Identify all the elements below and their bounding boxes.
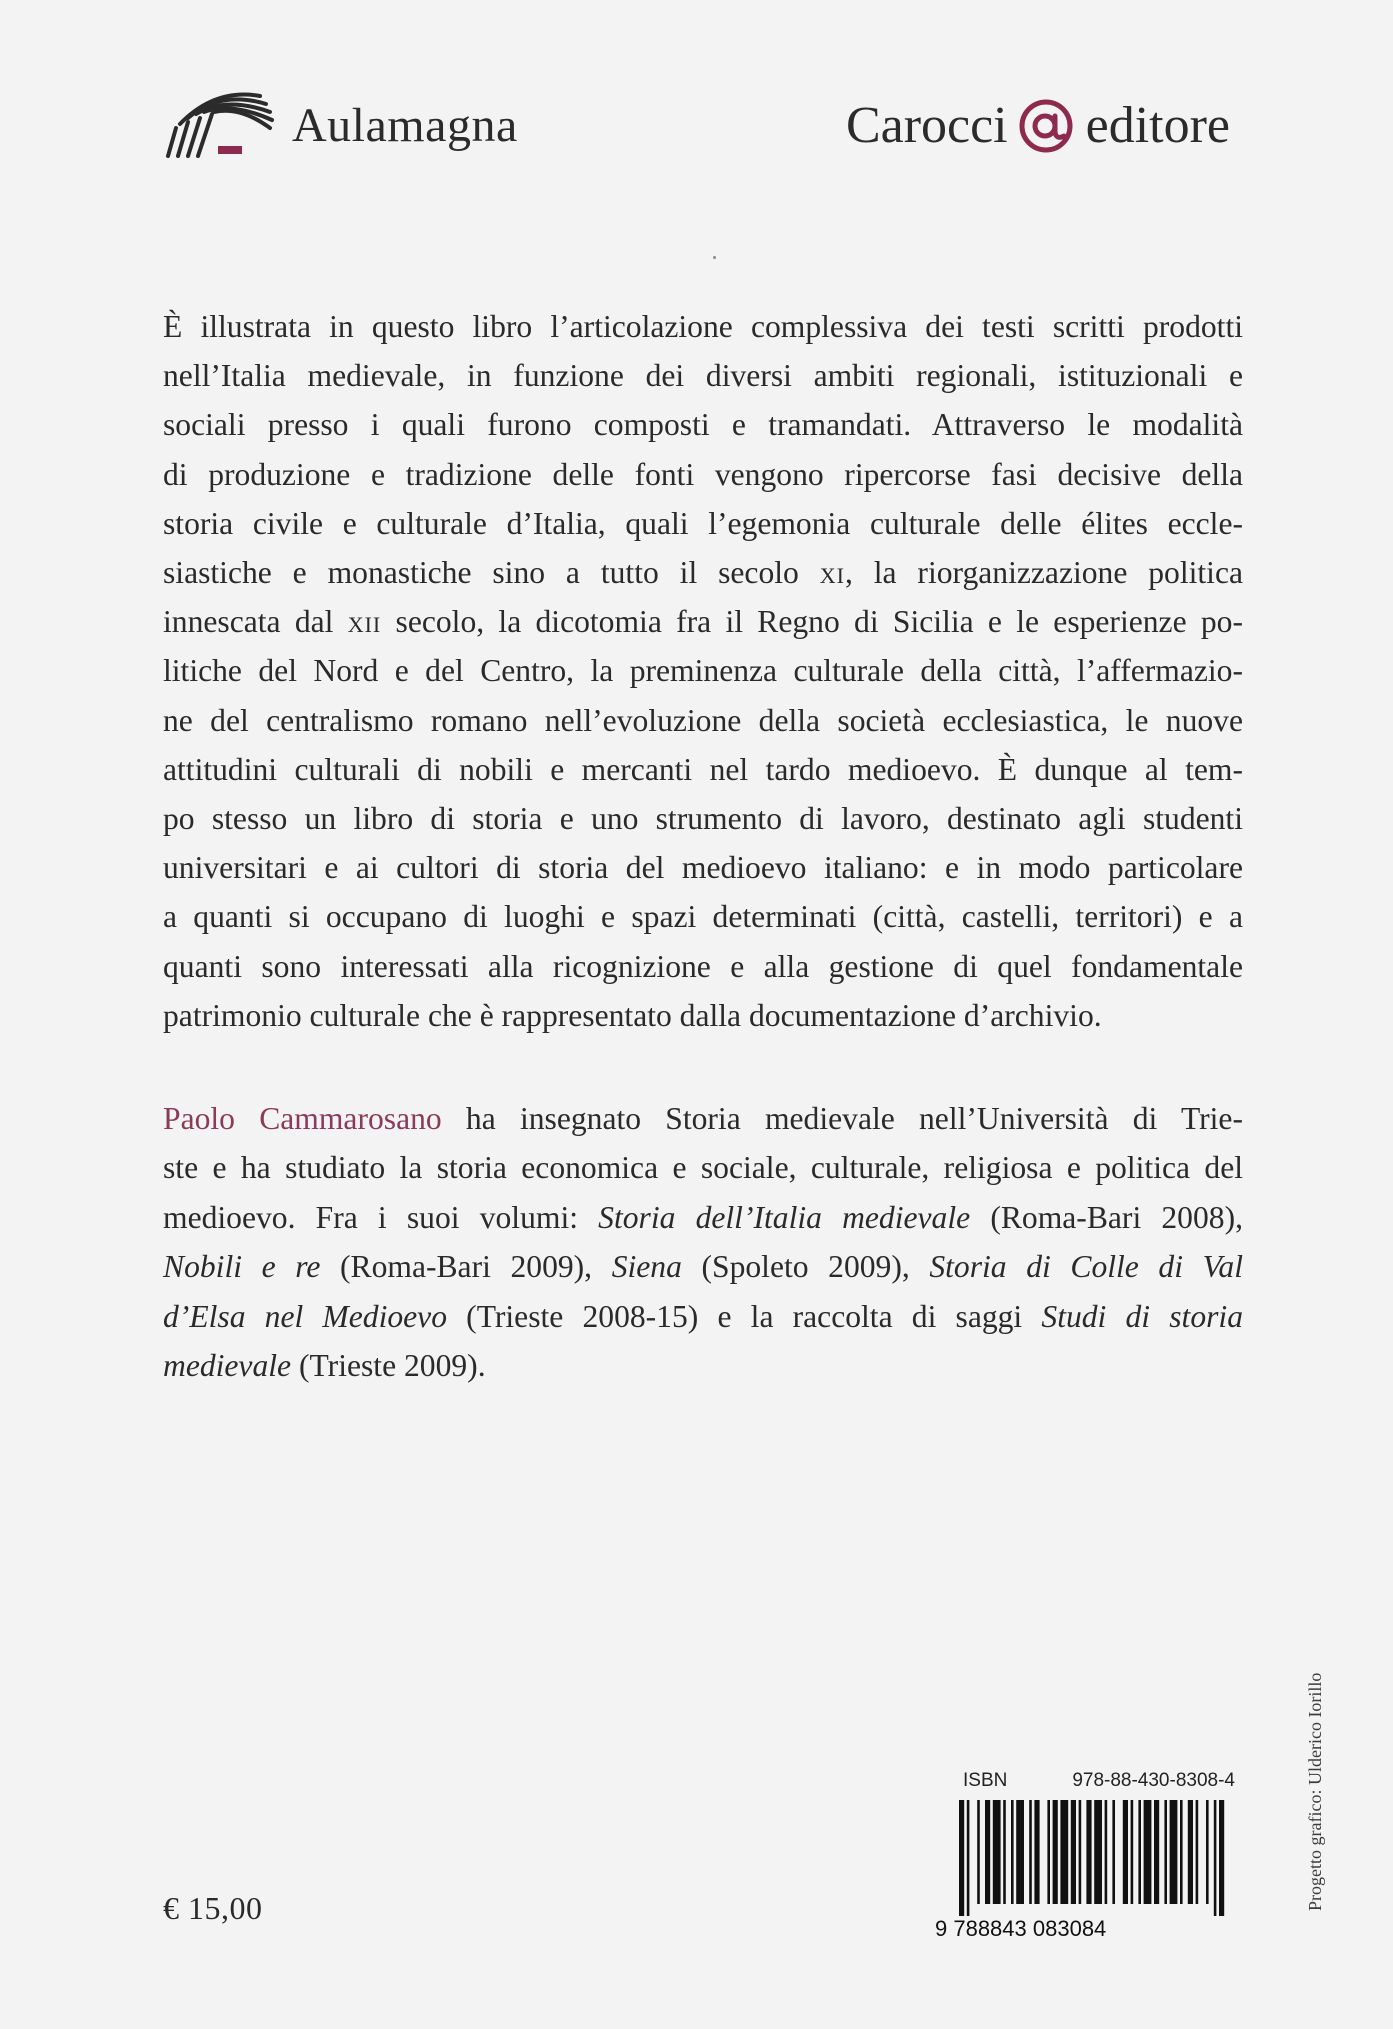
bio-line: ste e ha studiato la storia economica e sociale, culturale, religiosa e politica del: [163, 1150, 1243, 1186]
barcode-bar: [1003, 1800, 1006, 1904]
description-line: po stesso un libro di storia e uno strumento di lavoro, destinato agli studenti: [163, 801, 1243, 837]
barcode-bar: [1164, 1800, 1167, 1904]
bio-line: medioevo. Fra i suoi volumi: Storia dell’Italia medievale (Roma-Bari 2008),: [163, 1199, 1243, 1235]
isbn-label: ISBN: [963, 1770, 1008, 1791]
carocci-wordmark: Carocci: [845, 97, 1008, 154]
description-line: storia civile e culturale d’Italia, quali l’egemonia culturale delle élites eccle-: [163, 505, 1243, 541]
description-line: ne del centralismo romano nell’evoluzione della società ecclesiastica, le nuove: [163, 702, 1243, 738]
description-line: nell’Italia medievale, in funzione dei diversi ambiti regionali, istituzionali e: [163, 358, 1243, 394]
description-line: quanti sono interessati alla ricognizione e alla gestione di quel fondamentale: [163, 948, 1243, 984]
barcode-bar: [1053, 1800, 1058, 1904]
barcode-bar: [967, 1800, 970, 1916]
barcode: [955, 1800, 1235, 1916]
barcode-digits: 9 788843 083084: [935, 1916, 1107, 1941]
aulamagna-arcs-icon: [160, 78, 300, 158]
aulamagna-logo: [160, 68, 518, 158]
book-description: [163, 302, 1243, 1040]
at-sign-icon: [1018, 98, 1074, 154]
barcode-bar: [1047, 1800, 1050, 1904]
century-numeral: xii: [347, 604, 382, 640]
carocci-logo: [846, 96, 1230, 155]
barcode-bar: [1131, 1800, 1134, 1904]
book-title: Storia di Colle di Val: [929, 1249, 1243, 1285]
barcode-bar: [1086, 1800, 1091, 1904]
barcode-bar: [985, 1800, 990, 1904]
barcode-bar: [1034, 1800, 1039, 1904]
aulamagna-wordmark: Aulamagna: [292, 99, 518, 152]
barcode-wrap: [935, 1800, 1235, 1950]
bio-line: Paolo Cammarosano ha insegnato Storia medievale nell’Università di Trie-: [163, 1101, 1243, 1136]
barcode-bar: [1094, 1800, 1102, 1904]
barcode-bar: [1170, 1800, 1178, 1904]
description-line: sociali presso i quali furono composti e tramandati. Attraverso le modalità: [163, 407, 1243, 443]
barcode-bar: [1016, 1800, 1024, 1904]
barcode-bar: [959, 1800, 964, 1916]
description-line: universitari e ai cultori di storia del medioevo italiano: e in modo particolare: [163, 850, 1243, 886]
editore-wordmark: editore: [1085, 97, 1230, 154]
description-line: patrimonio culturale che è rappresentato dalla documentazione d’archivio.: [163, 997, 1102, 1033]
print-dot: [713, 256, 716, 259]
barcode-bar: [1196, 1800, 1199, 1904]
bio-line: medievale (Trieste 2009).: [163, 1348, 486, 1384]
barcode-bar: [1112, 1800, 1115, 1904]
price: € 15,00: [163, 1890, 263, 1926]
description-line: litiche del Nord e del Centro, la preminenza culturale della città, l’affermazio-: [163, 653, 1243, 689]
barcode-bar: [1071, 1800, 1076, 1904]
book-title: Siena: [611, 1249, 682, 1285]
isbn-row: [963, 1770, 1235, 1792]
barcode-bar: [1206, 1800, 1209, 1904]
barcode-bar: [977, 1800, 980, 1904]
barcode-bar: [1011, 1800, 1014, 1904]
author-name: Paolo Cammarosano: [163, 1101, 442, 1136]
book-title: Storia dell’Italia medievale: [598, 1199, 971, 1235]
description-line: innescata dal xii secolo, la dicotomia fra il Regno di Sicilia e le esperienze po-: [163, 604, 1243, 640]
barcode-bar: [1188, 1800, 1193, 1904]
barcode-bar: [1138, 1800, 1141, 1904]
barcode-bar: [1219, 1800, 1224, 1916]
book-title: Nobili e re: [163, 1249, 321, 1285]
isbn-block: [935, 1770, 1235, 1950]
bio-line: d’Elsa nel Medioevo (Trieste 2008-15) e la raccolta di saggi Studi di storia: [163, 1298, 1243, 1334]
barcode-bar: [1154, 1800, 1159, 1904]
barcode-bar: [1123, 1800, 1128, 1904]
barcode-bar: [1060, 1800, 1068, 1904]
barcode-bar: [1180, 1800, 1183, 1904]
description-line: È illustrata in questo libro l’articolazione complessiva dei testi scritti prodotti: [163, 309, 1243, 344]
barcode-bar: [993, 1800, 1001, 1904]
barcode-bar: [1105, 1800, 1108, 1904]
century-numeral: xi: [819, 555, 845, 591]
book-title: medievale: [163, 1348, 292, 1384]
book-title: Studi di storia: [1041, 1298, 1243, 1334]
barcode-bar: [1214, 1800, 1217, 1916]
isbn-number: 978-88-430-8308-4: [1072, 1770, 1235, 1791]
bio-line: Nobili e re (Roma-Bari 2009), Siena (Spoleto 2009), Storia di Colle di Val: [163, 1249, 1243, 1285]
author-bio: [163, 1094, 1243, 1390]
barcode-bar: [1029, 1800, 1032, 1904]
barcode-bar: [1079, 1800, 1082, 1904]
description-line: a quanti si occupano di luoghi e spazi determinati (città, castelli, territori) e a: [163, 899, 1243, 935]
barcode-bar: [1144, 1800, 1152, 1904]
description-line: siastiche e monastiche sino a tutto il secolo xi, la riorganizzazione politica: [163, 555, 1244, 591]
description-line: attitudini culturali di nobili e mercanti nel tardo medioevo. È dunque al tem-: [163, 751, 1243, 787]
book-title: d’Elsa nel Medioevo: [163, 1298, 447, 1334]
description-line: di produzione e tradizione delle fonti vengono ripercorse fasi decisive della: [163, 456, 1243, 492]
design-credit: Progetto grafico: Ulderico Iorillo: [1305, 1672, 1325, 1911]
